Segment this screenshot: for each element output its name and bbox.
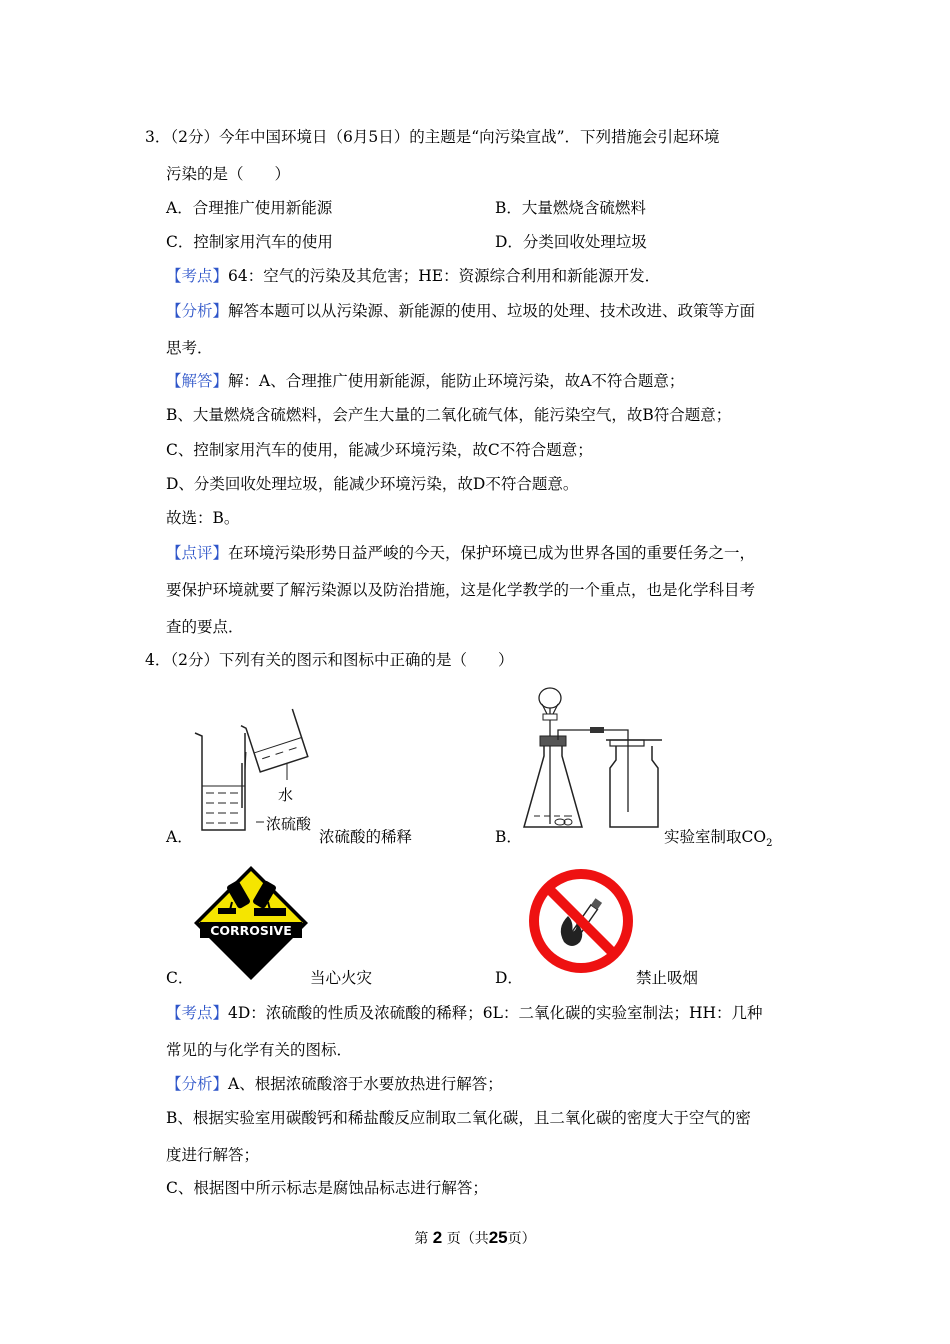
- q3-fenxi-line1: [166, 301, 755, 321]
- q3-jieda-line3: C、控制家用汽车的使用，能减少环境污染，故C不符合题意；: [166, 441, 593, 459]
- page-footer: [0, 1228, 950, 1249]
- fenxi-text: 解答本题可以从污染源、新能源的使用、垃圾的处理、技术改进、政策等方面: [228, 302, 756, 320]
- q4-kaodian-line2: 常见的与化学有关的图标．: [166, 1041, 353, 1059]
- q3-fenxi-line2: 思考．: [166, 339, 213, 357]
- q3-jieda-line4: D、分类回收处理垃圾，能减少环境污染，故D不符合题意。: [166, 475, 579, 493]
- figure-acid-dilution: [190, 708, 325, 836]
- q4-option-b-caption-text: 实验室制取CO: [664, 828, 767, 846]
- q4-option-b-letter: B．: [495, 828, 522, 846]
- q4-option-d-letter: D．: [495, 969, 523, 987]
- q4-kaodian-line1: [166, 1003, 763, 1023]
- q3-jieda-line2: B、大量燃烧含硫燃料，会产生大量的二氧化硫气体，能污染空气，故B符合题意；: [166, 406, 732, 424]
- kaodian-text: 64：空气的污染及其危害；HE：资源综合利用和新能源开发．: [228, 267, 661, 285]
- footer-page-number: 2: [432, 1228, 443, 1247]
- q3-dianping-line3: 查的要点．: [166, 618, 244, 636]
- q4-option-a-caption: 浓硫酸的稀释: [319, 828, 413, 846]
- jieda-tag: 【解答】: [166, 372, 229, 390]
- q4-fenxi-line1: [166, 1074, 503, 1094]
- q4-stem: 4．（2分）下列有关的图示和图标中正确的是（ ）: [145, 651, 514, 669]
- q4-option-b-caption: [664, 827, 772, 854]
- q3-stem-line1: 3．（2分）今年中国环境日（6月5日）的主题是“向污染宣战”．下列措施会引起环境: [145, 128, 720, 146]
- q3-jieda-line1: [166, 371, 684, 391]
- q4-fenxi-line2: B、根据实验室用碳酸钙和稀盐酸反应制取二氧化碳，且二氧化碳的密度大于空气的密: [166, 1109, 751, 1127]
- q3-stem-line2: 污染的是（ ）: [166, 165, 291, 183]
- dianping-text: 在环境污染形势日益严峻的今天，保护环境已成为世界各国的重要任务之一，: [228, 544, 756, 562]
- figure-label-water: 水: [278, 786, 294, 804]
- q4-fenxi-line4: C、根据图中所示标志是腐蚀品标志进行解答；: [166, 1179, 488, 1197]
- dianping-tag: 【点评】: [166, 544, 229, 562]
- q4-fenxi-line3: 度进行解答；: [166, 1146, 260, 1164]
- q4-option-a-letter: A．: [166, 828, 193, 846]
- footer-mid: 页（共: [446, 1231, 489, 1247]
- q4-option-c-letter: C．: [166, 969, 194, 987]
- footer-post: 页）: [507, 1231, 536, 1247]
- q3-option-b: B．大量燃烧含硫燃料: [495, 199, 646, 217]
- footer-pre: 第: [414, 1231, 429, 1247]
- q3-jieda-line5: 故选：B。: [166, 509, 240, 527]
- q3-option-d: D．分类回收处理垃圾: [495, 233, 647, 251]
- q3-option-c: C．控制家用汽车的使用: [166, 233, 333, 251]
- fenxi-tag: 【分析】: [166, 1075, 229, 1093]
- jieda-text: 解：A、合理推广使用新能源，能防止环境污染，故A不符合题意；: [228, 372, 685, 390]
- footer-total-pages: 25: [488, 1228, 508, 1247]
- figure-co2-apparatus: [520, 684, 665, 832]
- kaodian-tag: 【考点】: [166, 1004, 229, 1022]
- q3-dianping-line1: [166, 543, 755, 563]
- corrosive-sign-text: CORROSIVE: [210, 923, 292, 938]
- figure-label-acid: 浓硫酸: [266, 815, 312, 833]
- fenxi-text: A、根据浓硫酸溶于水要放热进行解答；: [228, 1075, 503, 1093]
- corrosive-sign-icon: [192, 864, 310, 982]
- q3-kaodian: [166, 266, 660, 286]
- q3-dianping-line2: 要保护环境就要了解污染源以及防治措施，这是化学教学的一个重点，也是化学科目考: [166, 581, 756, 599]
- kaodian-tag: 【考点】: [166, 267, 229, 285]
- q4-option-d-caption: 禁止吸烟: [636, 969, 699, 987]
- fenxi-tag: 【分析】: [166, 302, 229, 320]
- kaodian-text: 4D：浓硫酸的性质及浓硫酸的稀释；6L：二氧化碳的实验室制法；HH：几种: [228, 1004, 763, 1022]
- q4-option-c-caption: 当心火灾: [310, 969, 373, 987]
- q4-option-b-subscript: 2: [766, 838, 773, 850]
- no-smoking-sign-icon: [526, 866, 636, 976]
- q3-option-a: A．合理推广使用新能源: [166, 199, 333, 217]
